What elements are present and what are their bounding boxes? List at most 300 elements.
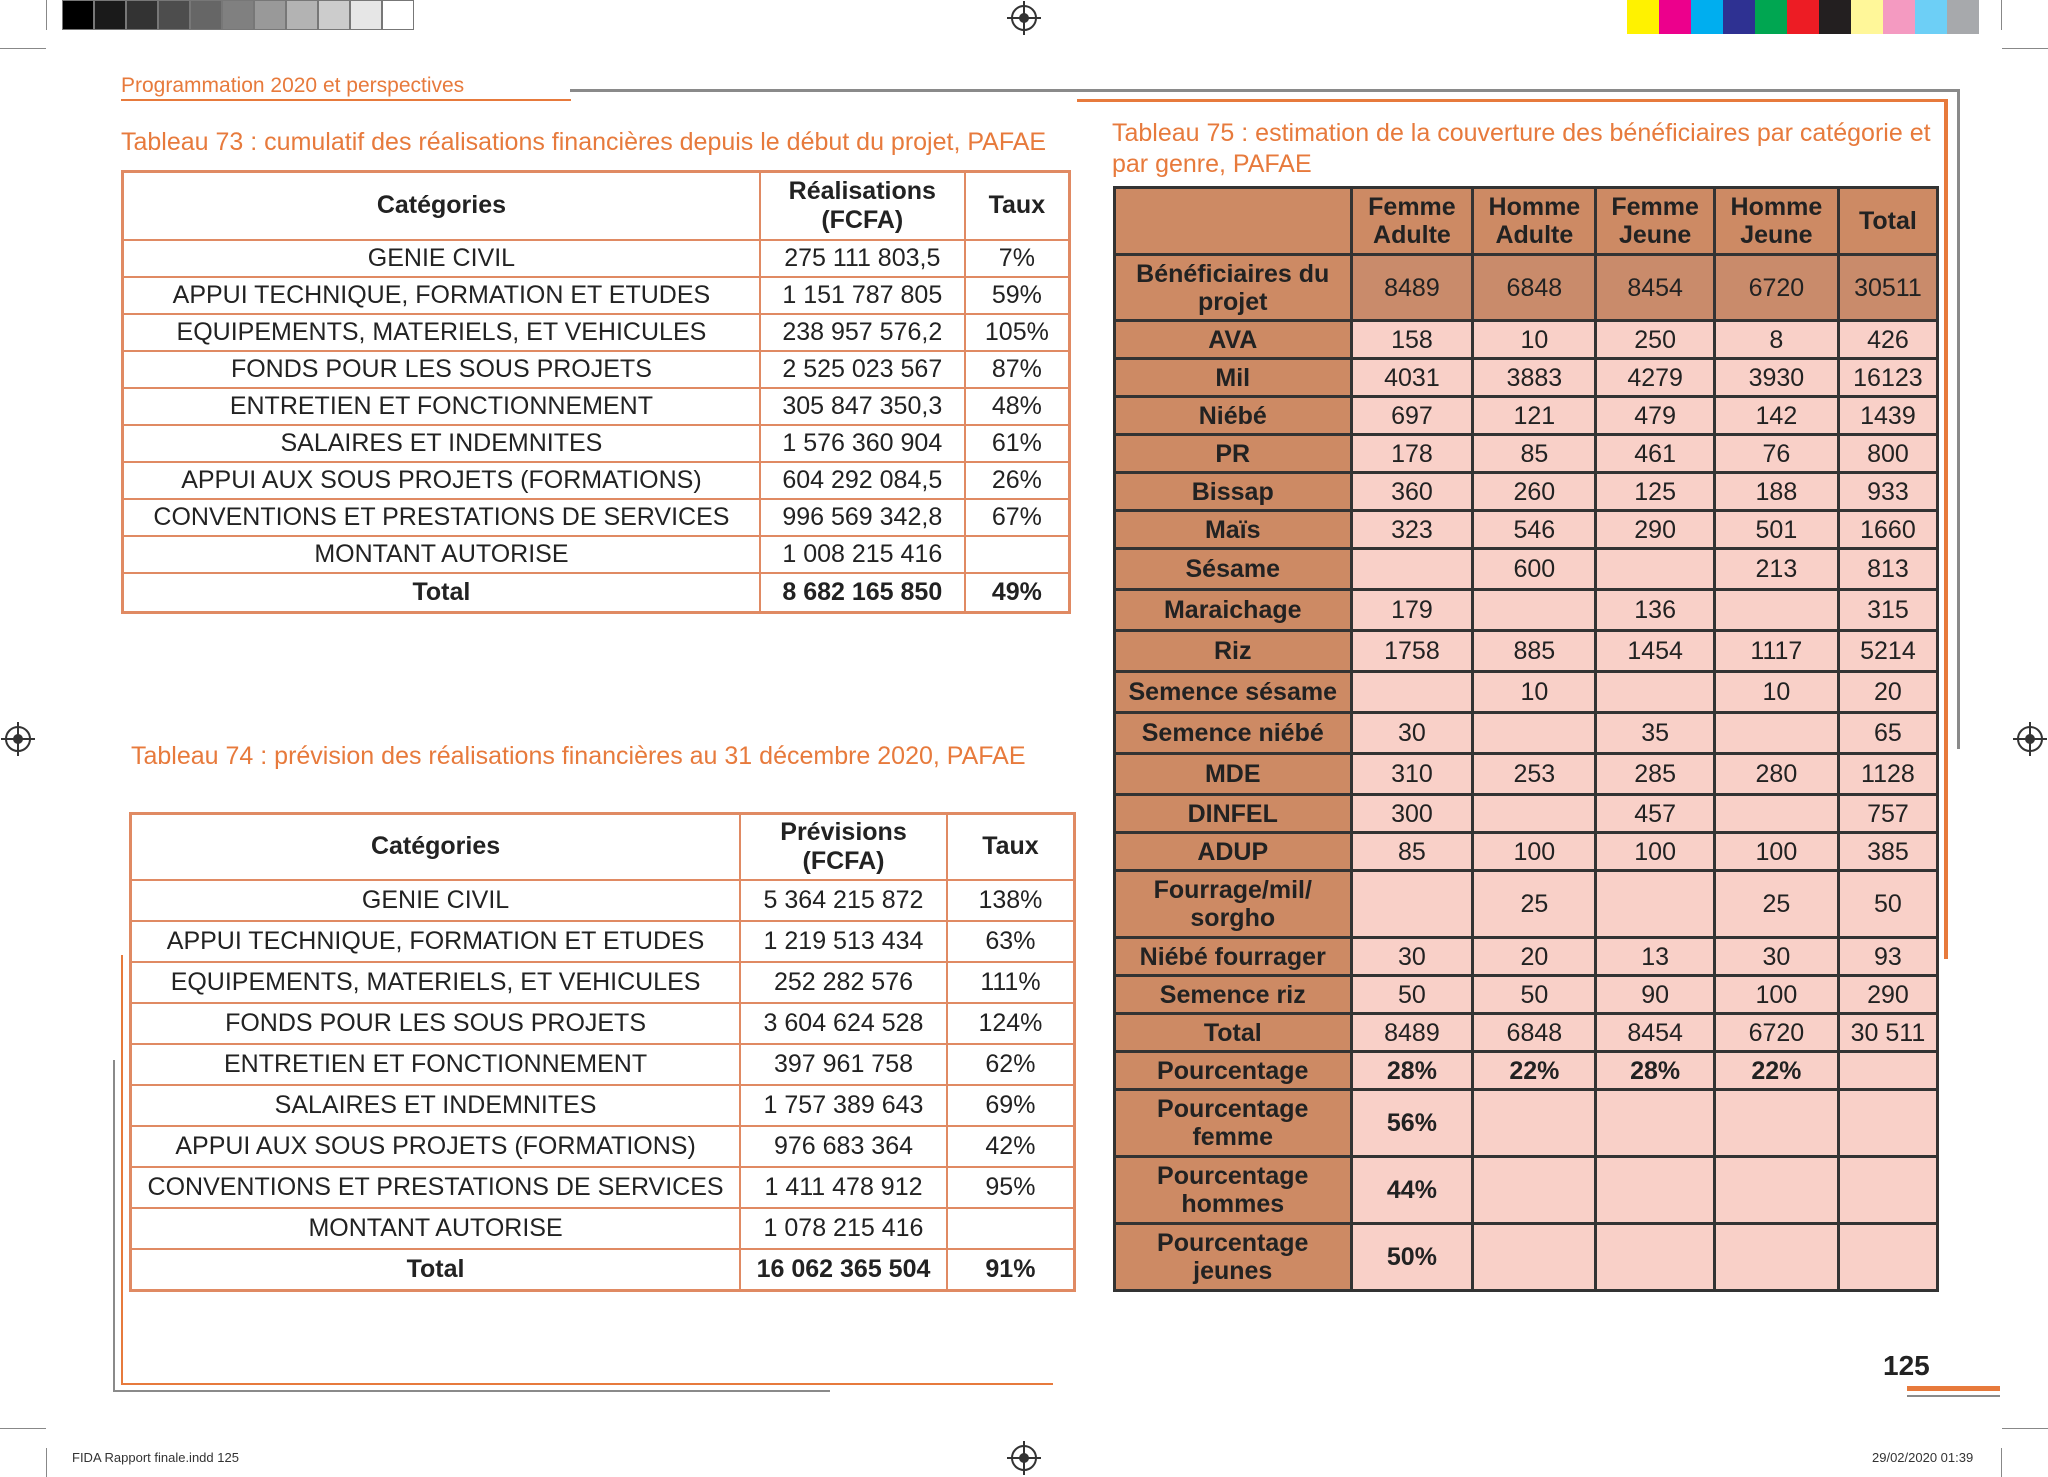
footer-file: FIDA Rapport finale.indd 125 <box>72 1450 239 1465</box>
table-row <box>1115 397 1938 435</box>
footer-date: 29/02/2020 01:39 <box>1872 1450 1974 1465</box>
value-cell: 426 <box>1838 321 1937 359</box>
gray-swatch <box>94 0 126 30</box>
value-cell <box>1351 549 1473 590</box>
rate-cell: 42% <box>947 1126 1075 1167</box>
value-cell: 253 <box>1473 754 1596 795</box>
color-swatch <box>1819 0 1851 34</box>
value-cell: 546 <box>1473 511 1596 549</box>
category-cell: MONTANT AUTORISE <box>131 1208 741 1249</box>
category-cell: APPUI TECHNIQUE, FORMATION ET ETUDES <box>123 277 760 314</box>
row-label: Maraichage <box>1115 590 1352 631</box>
row-label: Pourcentage femme <box>1115 1090 1352 1157</box>
amount-cell: 1 757 389 643 <box>740 1085 947 1126</box>
total-amount: 16 062 365 504 <box>740 1249 947 1291</box>
table-row <box>123 462 1070 499</box>
gray-swatch <box>126 0 158 30</box>
header-taux: Taux <box>947 814 1075 880</box>
total-rate: 91% <box>947 1249 1075 1291</box>
amount-cell: 1 576 360 904 <box>760 425 965 462</box>
value-cell: 10 <box>1473 321 1596 359</box>
table73-caption: Tableau 73 : cumulatif des réalisations financières depuis le début du projet, PAFAE <box>121 128 1047 156</box>
header-rule <box>121 99 571 101</box>
registration-mark-icon <box>1011 5 1037 31</box>
table-row <box>1115 672 1938 713</box>
rate-cell: 95% <box>947 1167 1075 1208</box>
header-previsions: Prévisions (FCFA) <box>740 814 947 880</box>
amount-cell: 238 957 576,2 <box>760 314 965 351</box>
amount-cell: 1 008 215 416 <box>760 536 965 573</box>
amount-cell: 2 525 023 567 <box>760 351 965 388</box>
value-cell: 290 <box>1838 976 1937 1014</box>
value-cell: 501 <box>1714 511 1838 549</box>
table-row <box>1115 473 1938 511</box>
value-cell: 35 <box>1596 713 1715 754</box>
category-cell: GENIE CIVIL <box>131 880 741 921</box>
color-swatch <box>1915 0 1947 34</box>
value-cell: 125 <box>1596 473 1715 511</box>
table-row <box>1115 1157 1938 1224</box>
total-row <box>131 1249 1075 1291</box>
value-cell: 179 <box>1351 590 1473 631</box>
value-cell: 30 <box>1351 938 1473 976</box>
crop-mark <box>2001 1448 2002 1477</box>
table-row <box>1115 359 1938 397</box>
category-cell: APPUI TECHNIQUE, FORMATION ET ETUDES <box>131 921 741 962</box>
header-categories: Catégories <box>123 172 760 240</box>
category-cell: EQUIPEMENTS, MATERIELS, ET VEHICULES <box>123 314 760 351</box>
amount-cell: 5 364 215 872 <box>740 880 947 921</box>
value-cell: 933 <box>1838 473 1937 511</box>
category-cell: SALAIRES ET INDEMNITES <box>123 425 760 462</box>
value-cell: 85 <box>1473 435 1596 473</box>
header-homme-adulte: Homme Adulte <box>1473 188 1596 255</box>
gray-swatch <box>318 0 350 30</box>
table-row <box>1115 1052 1938 1090</box>
header-rule-orange <box>1077 99 1947 102</box>
header-categories: Catégories <box>131 814 741 880</box>
table-row <box>1115 871 1938 938</box>
grayscale-color-bar <box>62 0 414 34</box>
value-cell: 885 <box>1473 631 1596 672</box>
rate-cell: 26% <box>965 462 1070 499</box>
value-cell: 697 <box>1351 397 1473 435</box>
value-cell <box>1838 1157 1937 1224</box>
table-row <box>131 1085 1075 1126</box>
value-cell: 10 <box>1473 672 1596 713</box>
value-cell: 158 <box>1351 321 1473 359</box>
registration-mark-icon <box>1011 1445 1037 1471</box>
table-row <box>131 1208 1075 1249</box>
value-cell: 188 <box>1714 473 1838 511</box>
page-number: 125 <box>1883 1350 1930 1381</box>
table73 <box>121 170 1071 614</box>
value-cell: 136 <box>1596 590 1715 631</box>
rate-cell: 111% <box>947 962 1075 1003</box>
amount-cell: 1 219 513 434 <box>740 921 947 962</box>
category-cell: EQUIPEMENTS, MATERIELS, ET VEHICULES <box>131 962 741 1003</box>
value-cell: 280 <box>1714 754 1838 795</box>
header-femme-jeune: Femme Jeune <box>1596 188 1715 255</box>
total-amount: 8 682 165 850 <box>760 573 965 613</box>
value-cell: 479 <box>1596 397 1715 435</box>
table-row <box>1115 833 1938 871</box>
table-row <box>131 1003 1075 1044</box>
table-row <box>123 240 1070 277</box>
frame-rule-gray <box>113 1390 830 1392</box>
gray-swatch <box>254 0 286 30</box>
value-cell <box>1473 1157 1596 1224</box>
color-swatch <box>1883 0 1915 34</box>
table-row <box>1115 938 1938 976</box>
header-total: Total <box>1838 188 1937 255</box>
table-row <box>123 314 1070 351</box>
value-cell <box>1714 1090 1838 1157</box>
value-cell: 50 <box>1473 976 1596 1014</box>
category-cell: ENTRETIEN ET FONCTIONNEMENT <box>131 1044 741 1085</box>
value-cell: 8 <box>1714 321 1838 359</box>
rate-cell: 87% <box>965 351 1070 388</box>
value-cell: 310 <box>1351 754 1473 795</box>
rate-cell <box>947 1208 1075 1249</box>
table-row <box>1115 1224 1938 1291</box>
table-header-row <box>1115 188 1938 255</box>
table-row <box>123 277 1070 314</box>
table-row <box>1115 321 1938 359</box>
category-cell: ENTRETIEN ET FONCTIONNEMENT <box>123 388 760 425</box>
rate-cell: 105% <box>965 314 1070 351</box>
row-label: Bissap <box>1115 473 1352 511</box>
category-cell: APPUI AUX SOUS PROJETS (FORMATIONS) <box>131 1126 741 1167</box>
rate-cell: 7% <box>965 240 1070 277</box>
value-cell: 461 <box>1596 435 1715 473</box>
amount-cell: 305 847 350,3 <box>760 388 965 425</box>
table-row <box>131 1167 1075 1208</box>
header-empty <box>1115 188 1352 255</box>
color-swatch <box>1723 0 1755 34</box>
color-swatch <box>1947 0 1979 34</box>
value-cell: 250 <box>1596 321 1715 359</box>
value-cell: 6720 <box>1714 1014 1838 1052</box>
value-cell: 323 <box>1351 511 1473 549</box>
value-cell <box>1714 1224 1838 1291</box>
rate-cell: 62% <box>947 1044 1075 1085</box>
value-cell: 100 <box>1473 833 1596 871</box>
value-cell: 4031 <box>1351 359 1473 397</box>
value-cell: 600 <box>1473 549 1596 590</box>
amount-cell: 976 683 364 <box>740 1126 947 1167</box>
category-cell: MONTANT AUTORISE <box>123 536 760 573</box>
row-label: PR <box>1115 435 1352 473</box>
value-cell: 25 <box>1473 871 1596 938</box>
rate-cell: 67% <box>965 499 1070 536</box>
value-cell: 457 <box>1596 795 1715 833</box>
registration-mark-icon <box>2017 726 2043 752</box>
value-cell: 4279 <box>1596 359 1715 397</box>
row-label: Total <box>1115 1014 1352 1052</box>
value-cell <box>1838 1090 1937 1157</box>
crop-mark <box>0 48 46 49</box>
value-cell: 90 <box>1596 976 1715 1014</box>
value-cell <box>1596 1090 1715 1157</box>
rate-cell <box>965 536 1070 573</box>
category-cell: APPUI AUX SOUS PROJETS (FORMATIONS) <box>123 462 760 499</box>
value-cell: 16123 <box>1838 359 1937 397</box>
row-label: Pourcentage jeunes <box>1115 1224 1352 1291</box>
table74 <box>129 812 1076 1292</box>
table-row <box>1115 1014 1938 1052</box>
value-cell <box>1714 1157 1838 1224</box>
value-cell <box>1473 1090 1596 1157</box>
table-row <box>131 880 1075 921</box>
table-row <box>1115 255 1938 321</box>
frame-rule-gray <box>113 1060 115 1390</box>
value-cell: 1454 <box>1596 631 1715 672</box>
row-label: Sésame <box>1115 549 1352 590</box>
row-label: Mil <box>1115 359 1352 397</box>
rate-cell: 138% <box>947 880 1075 921</box>
category-cell: GENIE CIVIL <box>123 240 760 277</box>
table75-caption: Tableau 75 : estimation de la couverture des bénéficiaires par catégorie et par genre, PAFAE <box>1112 119 1931 178</box>
value-cell: 300 <box>1351 795 1473 833</box>
crop-mark <box>2001 0 2002 30</box>
category-cell: FONDS POUR LES SOUS PROJETS <box>131 1003 741 1044</box>
value-cell: 757 <box>1838 795 1937 833</box>
value-cell: 3930 <box>1714 359 1838 397</box>
value-cell: 28% <box>1351 1052 1473 1090</box>
color-swatch <box>1691 0 1723 34</box>
value-cell <box>1714 590 1838 631</box>
rate-cell: 69% <box>947 1085 1075 1126</box>
value-cell: 100 <box>1714 833 1838 871</box>
page-number-rule-gray <box>1907 1395 2000 1397</box>
value-cell: 1128 <box>1838 754 1937 795</box>
value-cell <box>1351 672 1473 713</box>
amount-cell: 252 282 576 <box>740 962 947 1003</box>
value-cell: 25 <box>1714 871 1838 938</box>
value-cell: 44% <box>1351 1157 1473 1224</box>
table-row <box>123 388 1070 425</box>
header-femme-adulte: Femme Adulte <box>1351 188 1473 255</box>
total-row <box>123 573 1070 613</box>
row-label: Semence riz <box>1115 976 1352 1014</box>
gray-swatch <box>190 0 222 30</box>
value-cell <box>1596 871 1715 938</box>
value-cell: 6848 <box>1473 1014 1596 1052</box>
row-label: Pourcentage hommes <box>1115 1157 1352 1224</box>
table-row <box>1115 511 1938 549</box>
value-cell: 28% <box>1596 1052 1715 1090</box>
value-cell: 30 <box>1351 713 1473 754</box>
amount-cell: 1 151 787 805 <box>760 277 965 314</box>
color-swatch <box>1627 0 1659 34</box>
table-row <box>1115 795 1938 833</box>
value-cell: 213 <box>1714 549 1838 590</box>
header-taux: Taux <box>965 172 1070 240</box>
table-row <box>131 1126 1075 1167</box>
total-label: Total <box>131 1249 741 1291</box>
table-row <box>123 536 1070 573</box>
side-rule-orange <box>1944 99 1948 959</box>
value-cell: 22% <box>1473 1052 1596 1090</box>
rate-cell: 59% <box>965 277 1070 314</box>
value-cell <box>1596 549 1715 590</box>
row-label: Bénéficiaires du projet <box>1115 255 1352 321</box>
row-label: Maïs <box>1115 511 1352 549</box>
table-row <box>123 425 1070 462</box>
amount-cell: 1 411 478 912 <box>740 1167 947 1208</box>
rate-cell: 61% <box>965 425 1070 462</box>
header-realisations: Réalisations (FCFA) <box>760 172 965 240</box>
value-cell: 65 <box>1838 713 1937 754</box>
value-cell: 1758 <box>1351 631 1473 672</box>
amount-cell: 275 111 803,5 <box>760 240 965 277</box>
value-cell: 142 <box>1714 397 1838 435</box>
value-cell <box>1473 590 1596 631</box>
value-cell: 1439 <box>1838 397 1937 435</box>
value-cell: 20 <box>1838 672 1937 713</box>
value-cell: 76 <box>1714 435 1838 473</box>
value-cell: 260 <box>1473 473 1596 511</box>
row-label: Fourrage/mil/ sorgho <box>1115 871 1352 938</box>
registration-mark-icon <box>5 726 31 752</box>
value-cell: 360 <box>1351 473 1473 511</box>
table-row <box>1115 713 1938 754</box>
value-cell <box>1838 1052 1937 1090</box>
row-label: Semence niébé <box>1115 713 1352 754</box>
value-cell <box>1473 713 1596 754</box>
color-swatch <box>1659 0 1691 34</box>
value-cell: 315 <box>1838 590 1937 631</box>
table-row <box>1115 549 1938 590</box>
row-label: DINFEL <box>1115 795 1352 833</box>
gray-swatch <box>62 0 94 30</box>
value-cell: 1660 <box>1838 511 1937 549</box>
row-label: Niébé <box>1115 397 1352 435</box>
value-cell: 50 <box>1838 871 1937 938</box>
header-homme-jeune: Homme Jeune <box>1714 188 1838 255</box>
crop-mark <box>46 1448 47 1477</box>
gray-swatch <box>222 0 254 30</box>
table-row <box>1115 1090 1938 1157</box>
value-cell: 100 <box>1596 833 1715 871</box>
crop-mark <box>2002 48 2048 49</box>
row-label: Semence sésame <box>1115 672 1352 713</box>
table-row <box>1115 631 1938 672</box>
row-label: MDE <box>1115 754 1352 795</box>
table-row <box>1115 435 1938 473</box>
value-cell <box>1714 795 1838 833</box>
value-cell: 85 <box>1351 833 1473 871</box>
value-cell: 6848 <box>1473 255 1596 321</box>
color-swatch <box>1755 0 1787 34</box>
table-row <box>1115 976 1938 1014</box>
amount-cell: 3 604 624 528 <box>740 1003 947 1044</box>
total-label: Total <box>123 573 760 613</box>
amount-cell: 604 292 084,5 <box>760 462 965 499</box>
value-cell: 50 <box>1351 976 1473 1014</box>
value-cell <box>1351 871 1473 938</box>
value-cell: 121 <box>1473 397 1596 435</box>
table74-caption: Tableau 74 : prévision des réalisations financières au 31 décembre 2020, PAFAE <box>131 742 1026 770</box>
color-swatch <box>1851 0 1883 34</box>
section-header: Programmation 2020 et perspectives <box>121 74 465 97</box>
gray-swatch <box>350 0 382 30</box>
value-cell: 13 <box>1596 938 1715 976</box>
value-cell: 30 511 <box>1838 1014 1937 1052</box>
table75 <box>1113 186 1939 1292</box>
value-cell: 8489 <box>1351 1014 1473 1052</box>
value-cell: 3883 <box>1473 359 1596 397</box>
category-cell: FONDS POUR LES SOUS PROJETS <box>123 351 760 388</box>
table-header-row <box>131 814 1075 880</box>
frame-rule <box>121 1383 1053 1385</box>
table-row <box>123 499 1070 536</box>
value-cell: 30511 <box>1838 255 1937 321</box>
category-cell: SALAIRES ET INDEMNITES <box>131 1085 741 1126</box>
rate-cell: 48% <box>965 388 1070 425</box>
value-cell: 8489 <box>1351 255 1473 321</box>
value-cell <box>1596 1224 1715 1291</box>
row-label: ADUP <box>1115 833 1352 871</box>
table-row <box>131 1044 1075 1085</box>
crop-mark <box>0 1428 46 1429</box>
frame-rule <box>121 955 123 1385</box>
value-cell <box>1838 1224 1937 1291</box>
value-cell: 30 <box>1714 938 1838 976</box>
value-cell: 6720 <box>1714 255 1838 321</box>
value-cell: 813 <box>1838 549 1937 590</box>
table-row <box>1115 754 1938 795</box>
value-cell: 8454 <box>1596 255 1715 321</box>
value-cell: 20 <box>1473 938 1596 976</box>
amount-cell: 1 078 215 416 <box>740 1208 947 1249</box>
crop-mark <box>2002 1428 2048 1429</box>
value-cell: 56% <box>1351 1090 1473 1157</box>
value-cell: 285 <box>1596 754 1715 795</box>
value-cell: 1117 <box>1714 631 1838 672</box>
amount-cell: 397 961 758 <box>740 1044 947 1085</box>
header-rule-gray <box>570 89 1960 92</box>
row-label: AVA <box>1115 321 1352 359</box>
value-cell: 22% <box>1714 1052 1838 1090</box>
value-cell <box>1596 1157 1715 1224</box>
value-cell: 385 <box>1838 833 1937 871</box>
category-cell: CONVENTIONS ET PRESTATIONS DE SERVICES <box>123 499 760 536</box>
category-cell: CONVENTIONS ET PRESTATIONS DE SERVICES <box>131 1167 741 1208</box>
value-cell: 10 <box>1714 672 1838 713</box>
process-color-bar <box>1627 0 1979 34</box>
value-cell: 5214 <box>1838 631 1937 672</box>
table-row <box>1115 590 1938 631</box>
row-label: Pourcentage <box>1115 1052 1352 1090</box>
value-cell: 8454 <box>1596 1014 1715 1052</box>
page-number-rule <box>1907 1386 2000 1391</box>
table-row <box>131 962 1075 1003</box>
total-rate: 49% <box>965 573 1070 613</box>
value-cell <box>1596 672 1715 713</box>
gray-swatch <box>158 0 190 30</box>
row-label: Niébé fourrager <box>1115 938 1352 976</box>
rate-cell: 63% <box>947 921 1075 962</box>
table-row <box>131 921 1075 962</box>
value-cell <box>1473 1224 1596 1291</box>
value-cell: 290 <box>1596 511 1715 549</box>
table-header-row <box>123 172 1070 240</box>
table-row <box>123 351 1070 388</box>
value-cell: 100 <box>1714 976 1838 1014</box>
value-cell: 800 <box>1838 435 1937 473</box>
